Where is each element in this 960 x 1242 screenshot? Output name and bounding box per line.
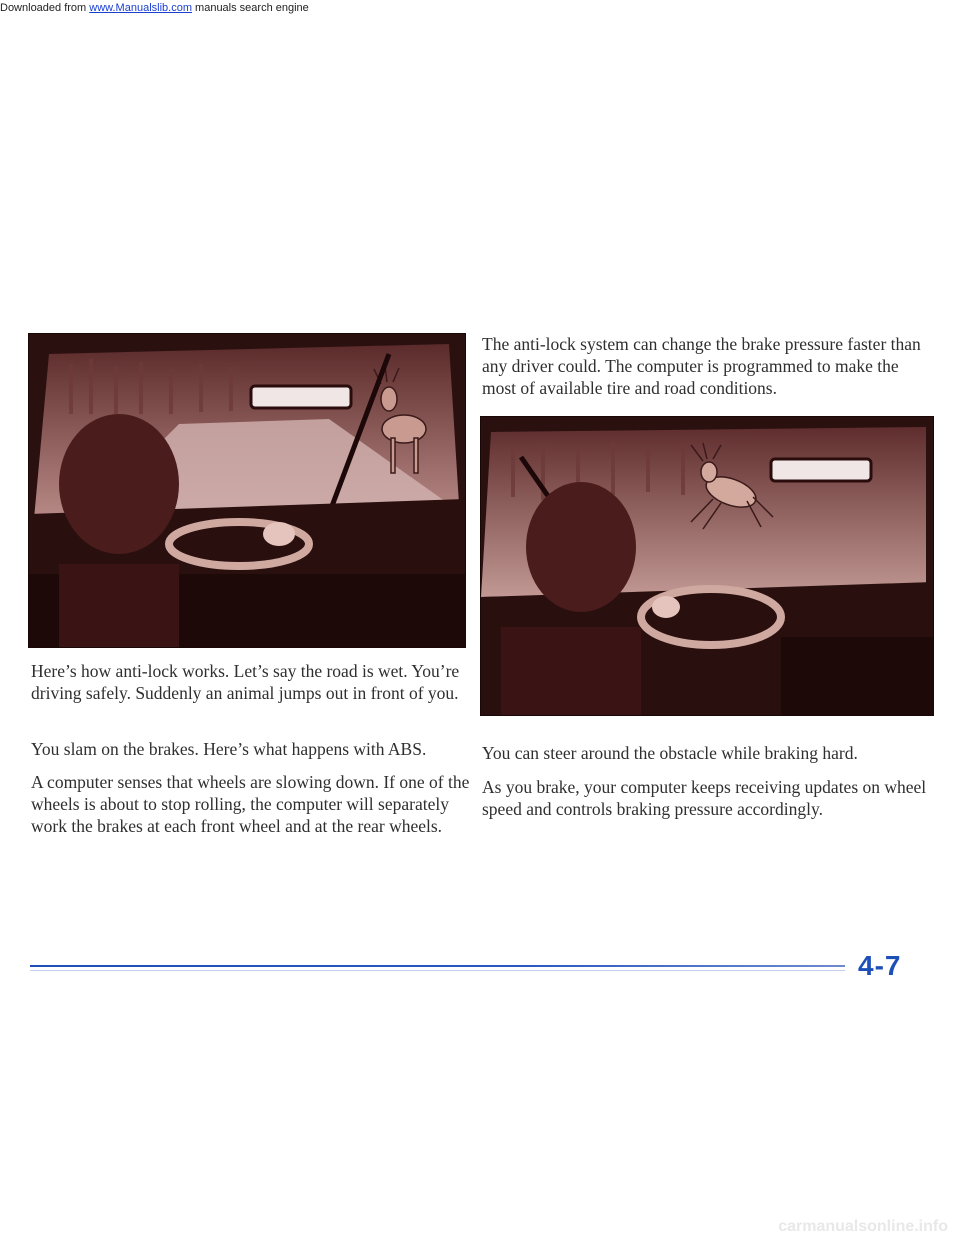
paragraph-computer-senses: A computer senses that wheels are slowing down. If one of the wheels is about to stop rolling, the computer will separately work the brakes at each front wheel and at the rear wheels. [31, 772, 470, 836]
download-header [0, 0, 960, 16]
header-suffix: manuals search engine [191, 2, 309, 14]
page-number: 4-7 [858, 950, 902, 981]
paragraph-how-it-works: Here’s how anti-lock works. Let’s say the road is wet. You’re driving safely. Suddenly an animal jumps out in front of you. [31, 661, 460, 703]
manualslib-link[interactable]: www.Manualslib.com [89, 2, 192, 14]
illustration-deer-on-road [28, 333, 466, 648]
footer-rule-secondary [30, 970, 845, 971]
paragraph-steer-around: You can steer around the obstacle while braking hard. [482, 743, 858, 763]
paragraph-anti-lock-intro: The anti-lock system can change the brake pressure faster than any driver could. The computer is programmed to make the most of available tire and road conditions. [482, 334, 921, 398]
paragraph-brake-updates: As you brake, your computer keeps receiving updates on wheel speed and controls braking pressure accordingly. [482, 777, 927, 819]
paragraph-slam-brakes: You slam on the brakes. Here’s what happens with ABS. [31, 739, 427, 759]
header-prefix: Downloaded from [0, 2, 90, 14]
illustration-steering-around-deer [480, 416, 934, 716]
footer-rule [30, 965, 845, 967]
watermark: carmanualsonline.info [778, 1218, 948, 1235]
